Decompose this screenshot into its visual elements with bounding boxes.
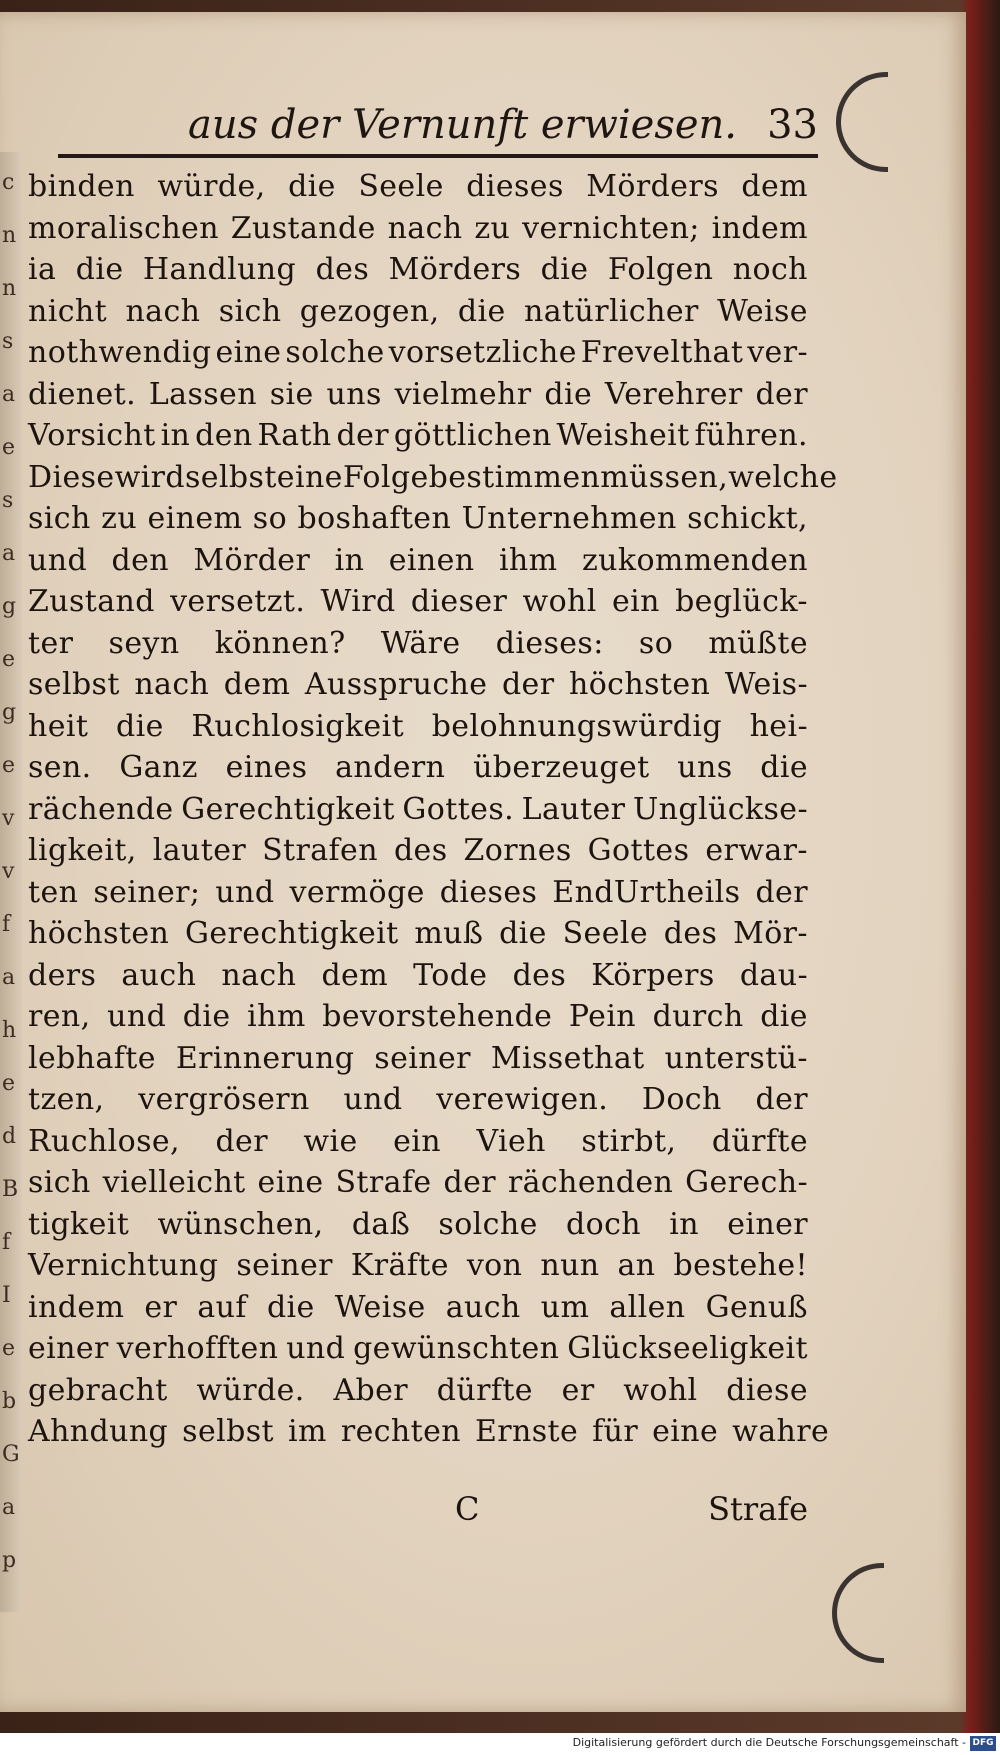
facing-page-letter: a [2,382,16,407]
facing-page-letter: G [2,1442,20,1467]
facing-page-fringe [0,152,22,1612]
text-line: tzen, vergrösern und verewigen. Doch der [28,1082,808,1117]
facing-page-letter: v [2,806,15,831]
facing-page-letter: e [2,435,16,460]
text-line: Diese wird selbst eine Folge bestimmen müssen, welche [28,459,838,495]
text-line: nothwendig eine solche vorsetzliche Frevelthat ver- [28,335,808,370]
facing-page-letter: e [2,753,16,778]
text-line: ten seiner; und vermöge dieses EndUrtheils der [28,874,808,910]
text-line: sich zu einem so boshaften Unternehmen schickt, [28,501,808,536]
facing-page-letter: e [2,1336,16,1361]
facing-page-letter: B [2,1177,19,1202]
facing-page-letter: p [2,1548,17,1573]
facing-page-letter: h [2,1018,17,1043]
signature-mark: C [455,1490,480,1528]
facing-page-letter: b [2,1389,17,1414]
text-line: binden würde, die Seele dieses Mörders dem [28,169,808,204]
text-line: und den Mörder in einen ihm zukommenden [28,542,808,578]
text-line: indem er auf die Weise auch um allen Genuß [28,1289,808,1325]
text-line: ren, und die ihm bevorstehende Pein durch die [28,999,808,1034]
body-text [28,166,838,1453]
text-line: Vorsicht in den Rath der göttlichen Weisheit führen. [28,418,808,453]
text-line: Vernichtung seiner Kräfte von nun an bestehe! [28,1248,808,1283]
text-line: heit die Ruchlosigkeit belohnungswürdig hei- [28,708,808,744]
running-title: aus der Vernunft erwiesen. [188,102,738,148]
text-line: sen. Ganz eines andern überzeuget uns die [28,750,808,785]
text-line: sich vielleicht eine Strafe der rächenden Gerech- [28,1165,808,1200]
text-line: höchsten Gerechtigkeit muß die Seele des Mör- [28,916,808,951]
facing-page-letter: a [2,541,16,566]
text-line: lebhafte Erinnerung seiner Missethat unterstü- [28,1040,808,1076]
facing-page-letter: e [2,647,16,672]
running-header [58,102,818,158]
facing-page-letter: f [2,912,11,937]
facing-page-letter: n [2,276,17,301]
text-line: selbst nach dem Ausspruche der höchsten Weis- [28,667,808,702]
book-page [0,12,966,1712]
facing-page-letter: a [2,965,16,990]
text-line: Zustand versetzt. Wird dieser wohl ein beglück- [28,584,808,619]
text-line: ia die Handlung des Mörders die Folgen noch [28,252,808,287]
facing-page-letter: v [2,859,15,884]
footer-bar [0,1733,1000,1755]
facing-page-letter: I [2,1283,11,1308]
text-line: ders auch nach dem Tode des Körpers dau- [28,957,808,993]
text-line: moralischen Zustande nach zu vernichten; indem [28,210,808,246]
catchword: Strafe [708,1490,808,1528]
facing-page-letter: f [2,1230,11,1255]
facing-page-letter: g [2,594,17,619]
text-line: tigkeit wünschen, daß solche doch in einer [28,1206,808,1242]
facing-page-letter: g [2,700,17,725]
facing-page-letter: s [2,488,14,513]
dfg-logo: DFG [970,1736,996,1751]
text-line: einer verhofften und gewünschten Glückseeligkeit [28,1331,808,1366]
page-number: 33 [767,102,818,148]
footer-credit: Digitalisierung gefördert durch die Deutsche Forschungsgemeinschaft - [572,1736,966,1749]
text-line: gebracht würde. Aber dürfte er wohl diese [28,1372,808,1408]
text-line: Ruchlose, der wie ein Vieh stirbt, dürfte [28,1123,808,1159]
text-line: dienet. Lassen sie uns vielmehr die Verehrer der [28,376,808,412]
text-line: rächende Gerechtigkeit Gottes. Lauter Unglückse- [28,791,808,827]
facing-page-letter: n [2,223,17,248]
facing-page-letter: a [2,1495,16,1520]
text-line: ter seyn können? Wäre dieses: so müßte [28,625,808,661]
facing-page-letter: e [2,1071,16,1096]
facing-page-letter: d [2,1124,17,1149]
text-line: Ahndung selbst im rechten Ernste für eine wahre [28,1414,830,1449]
text-line: ligkeit, lauter Strafen des Zornes Gottes erwar- [28,833,808,868]
text-line: nicht nach sich gezogen, die natürlicher Weise [28,293,808,329]
facing-page-letter: c [2,170,15,195]
facing-page-letter: s [2,329,14,354]
